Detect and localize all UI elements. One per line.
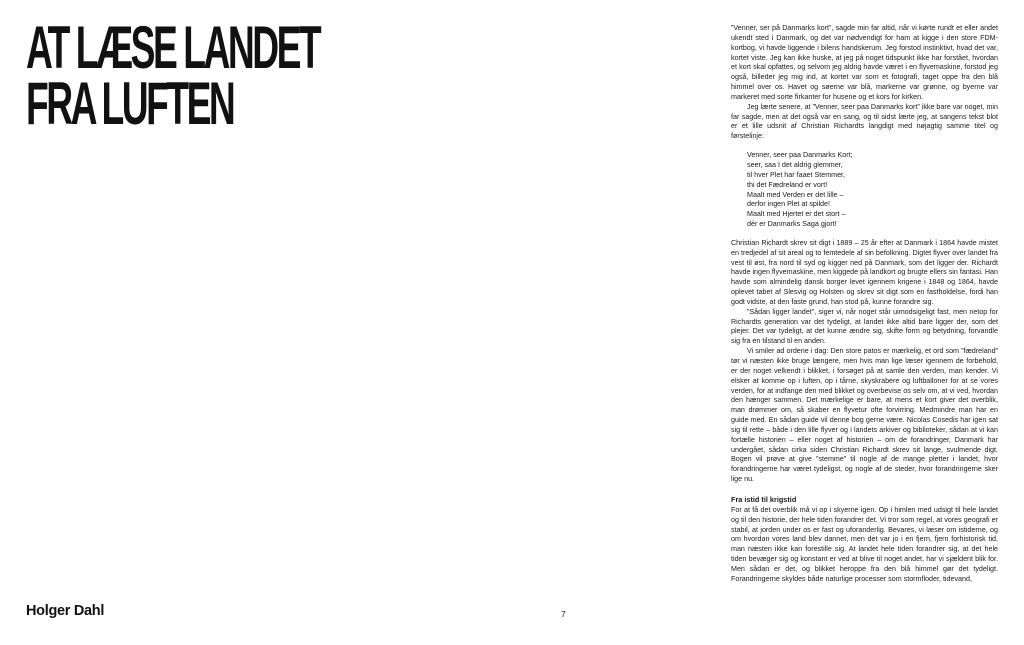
chapter-title-line: AT LÆSE LANDET bbox=[26, 14, 320, 81]
body-paragraph: Christian Richardt skrev sit digt i 1889 – 25 år efter at Danmark i 1864 havde mistet en tredjedel af sit areal og to femtedele af sin befolkning. Digtet flyver over landet fra vest til øst, fra nord til syd og kigger ned på Danmark, som det ligger der. Richardt havde ingen flyvemaskine, men kiggede på landkort og brugte ellers sin fantasi. Han havde som almindelig dansk borger levet igennem krigene i 1848 og 1864, havde oplevet tabet af Slesvig og Holsten og skrev sit digt som en fastholdelse, fordi han godt vidste, at den faste grund, han stod på, kunne forandre sig. bbox=[731, 238, 998, 306]
body-paragraph: ”Sådan ligger landet”, siger vi, når noget står uimodsigeligt fast, men netop for Richardts generation var det tydeligt, at landet ikke altid bare ligger der, som det plejer. Det var tydeligt, at det kunne ændre sig, skifte form og betydning, forvandle sig fra en tilstand til en anden. bbox=[731, 307, 998, 346]
page-number: 7 bbox=[561, 609, 566, 619]
chapter-title-line: FRA LUFTEN bbox=[26, 70, 234, 137]
poem-quote bbox=[747, 151, 998, 230]
body-paragraph: Vi smiler ad ordene i dag: Den store patos er mærkelig, et ord som ”fædreland” tør vi næsten ikke bruge længere, men hvis man lige læser igennem de forbehold, er der noget velkendt i blikket, i forsøget på at samle den verden, man kender. Vi elsker at komme op i luften, op i tårne, skyskrabere og luftballoner for at se vores verden, for at indfange den med blikket og overbevise os selv om, at vi ved, hvordan den hænger sammen. Det mærkelige er bare, at mens et kort giver det overblik, man drømmer om, så skaber en flyvetur ofte forvirring. Medmindre man har en guide med. En sådan guide vil denne bog gerne være. Nicolas Cosedis har igen sat sig til rette – både i den lille flyver og i landets arkiver og biblioteker, sådan at vi kan fortælle historien – eller noget af historien – om de forandringer, Danmark har undergået, sådan cirka siden Christian Richardt skrev sit lange, svulmende digt. Bogen vil prøve at give ”stemme” til nogle af de mange pletter i landet, hvor forandringerne har været tydeligst, og nogle af de steder, hvor forandringerne sker lige nu. bbox=[731, 347, 998, 484]
poem-line: seer, saa I det aldrig glemmer, bbox=[747, 160, 843, 169]
poem-line: Venner, seer paa Danmarks Kort; bbox=[747, 151, 853, 160]
poem-line: Maalt med Verden er det lille – bbox=[747, 190, 844, 199]
poem-line: Maalt med Hjertet er det stort – bbox=[747, 210, 846, 219]
body-paragraph: For at få det overblik må vi op i skyerne igen. Op i himlen med udsigt til hele landet og til den historie, der hele tiden forandrer det. Vi tror som regel, at vores geografi er stabil, at jorden under os er fast og uforanderlig. Bevares, vi læser om istiderne, og om hvordan vores land blev dannet, men det var jo i en fjern, fjern forhistorisk tid, man næsten ikke kan forestille sig. At landet hele tiden forandrer sig, at det hele tiden bevæger sig og konstant er ved at blive til noget andet, har vi sjældent blik for. Men sådan er det, og blikket heroppe fra den blå himmel gør det tydeligt. Forandringerne skyldes både naturlige processer som stormfloder, tidevand, bbox=[731, 505, 998, 583]
body-paragraph: Jeg lærte senere, at ”Venner, seer paa Danmarks kort” ikke bare var noget, min far sagde, men at det også var en sang, og til sidst lærte jeg, at sangens tekst blot er et lille udsnit af Christian Richardts langdigt med nøjagtig samme titel og førstelinje: bbox=[731, 102, 998, 141]
poem-line: derfor ingen Plet at spilde! bbox=[747, 200, 830, 209]
chapter-title bbox=[26, 14, 320, 137]
section-heading: Fra istid til krigstid bbox=[731, 494, 797, 504]
poem-line: til hver Plet har faaet Stemmer, bbox=[747, 170, 846, 179]
poem-line: dér er Danmarks Saga gjort! bbox=[747, 220, 837, 229]
body-paragraph: ”Venner, ser på Danmarks kort”, sagde min far altid, når vi kørte rundt et eller andet ukendt sted i Danmark, og det var nødvendigt for ham at kigge i den store FDM-kortbog, vi havde liggende i bilens handskerum. Jeg forstod instinktivt, hvad det var, kortet viste. Jeg kan ikke huske, at jeg på noget tidspunkt ikke har forstået, hvordan et kort skal opfattes, og selvom jeg aldrig havde været i en flyvemaskine, forstod jeg også, billeder jeg mig ind, at kortet var som et fotografi, taget oppe fra den blå himmel over os. Havet og søerne var blå, markerne var grønne, og byerne var markeret med sorte firkanter for husene og et kors for kirken. bbox=[731, 24, 998, 101]
poem-line: thi det Fædreland er vort! bbox=[747, 180, 828, 189]
body-text-column bbox=[731, 24, 998, 585]
author-name: Holger Dahl bbox=[26, 603, 105, 619]
